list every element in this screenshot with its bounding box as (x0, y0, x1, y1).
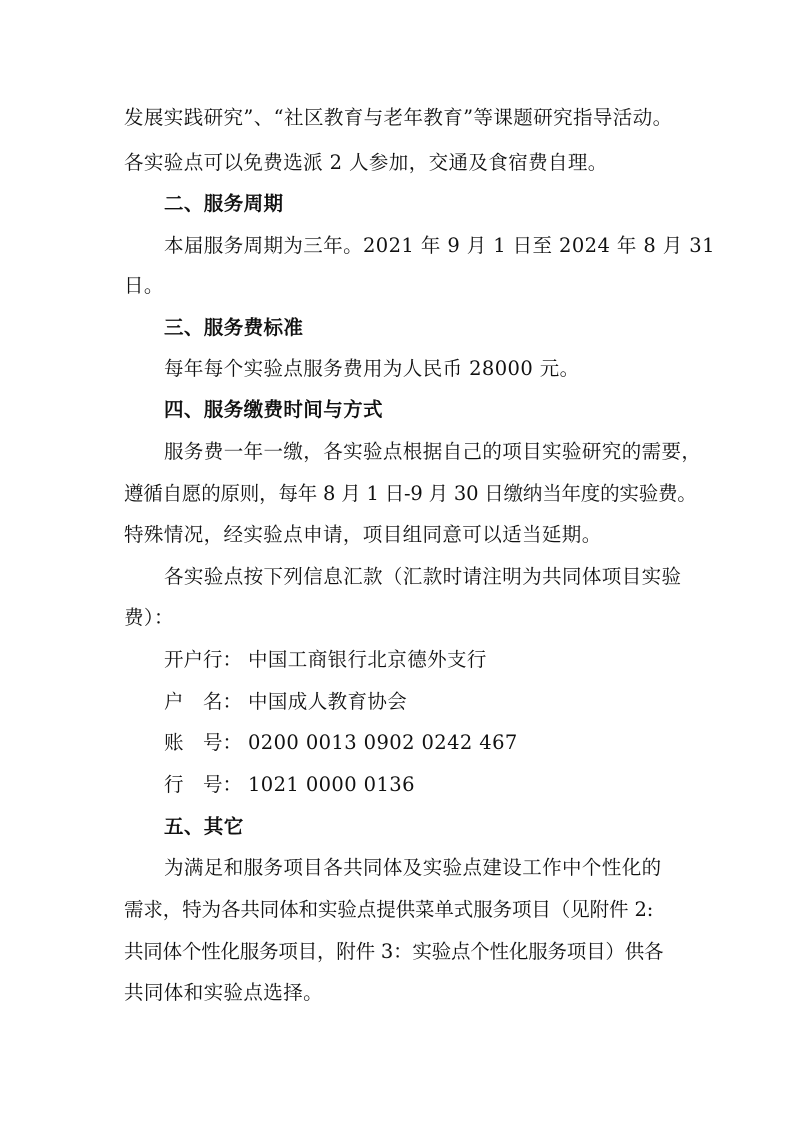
bank-code-value: 1021 0000 0136 (248, 773, 415, 796)
bank-value: 中国工商银行北京德外支行 (248, 648, 487, 671)
intro-line-1: 发展实践研究”、“社区教育与老年教育”等课题研究指导活动。 (124, 106, 673, 129)
section-2-line-1: 本届服务周期为三年。2021 年 9 月 1 日至 2024 年 8 月 31 (164, 234, 715, 257)
section-3-heading: 三、服务费标准 (164, 316, 304, 339)
section-5-line-1: 为满足和服务项目各共同体及实验点建设工作中个性化的 (164, 856, 662, 879)
section-4-para-1-line-1: 服务费一年一缴，各实验点根据自己的项目实验研究的需要， (164, 440, 702, 463)
section-4-heading: 四、服务缴费时间与方式 (164, 398, 383, 421)
bank-label: 开户行： (164, 648, 243, 671)
section-5-line-4: 共同体和实验点选择。 (124, 981, 324, 1004)
bank-name-row (164, 646, 487, 674)
account-number-row (164, 729, 518, 757)
section-5-line-3: 共同体个性化服务项目，附件 3：实验点个性化服务项目）供各 (124, 940, 664, 963)
bank-code-row (164, 771, 415, 799)
bank-code-label: 行 号： (164, 773, 243, 796)
account-name-value: 中国成人教育协会 (248, 690, 408, 713)
section-4-para-1-line-2: 遵循自愿的原则，每年 8 月 1 日-9 月 30 日缴纳当年度的实验费。 (124, 482, 697, 505)
account-number-value: 0200 0013 0902 0242 467 (248, 731, 518, 754)
section-4-para-2-line-1: 各实验点按下列信息汇款（汇款时请注明为共同体项目实验 (164, 565, 682, 588)
account-name-label: 户 名： (164, 690, 243, 713)
intro-line-2: 各实验点可以免费选派 2 人参加，交通及食宿费自理。 (124, 151, 608, 174)
section-3-line-1: 每年每个实验点服务费用为人民币 28000 元。 (164, 357, 580, 380)
section-5-line-2: 需求，特为各共同体和实验点提供菜单式服务项目（见附件 2: (124, 898, 654, 921)
section-4-para-1-line-3: 特殊情况，经实验点申请，项目组同意可以适当延期。 (124, 523, 602, 546)
section-2-line-2: 日。 (124, 274, 164, 297)
account-number-label: 账 号： (164, 731, 243, 754)
section-5-heading: 五、其它 (164, 815, 244, 838)
section-4-para-2-line-2: 费）： (124, 606, 174, 629)
account-name-row (164, 688, 407, 716)
section-2-heading: 二、服务周期 (164, 192, 284, 215)
